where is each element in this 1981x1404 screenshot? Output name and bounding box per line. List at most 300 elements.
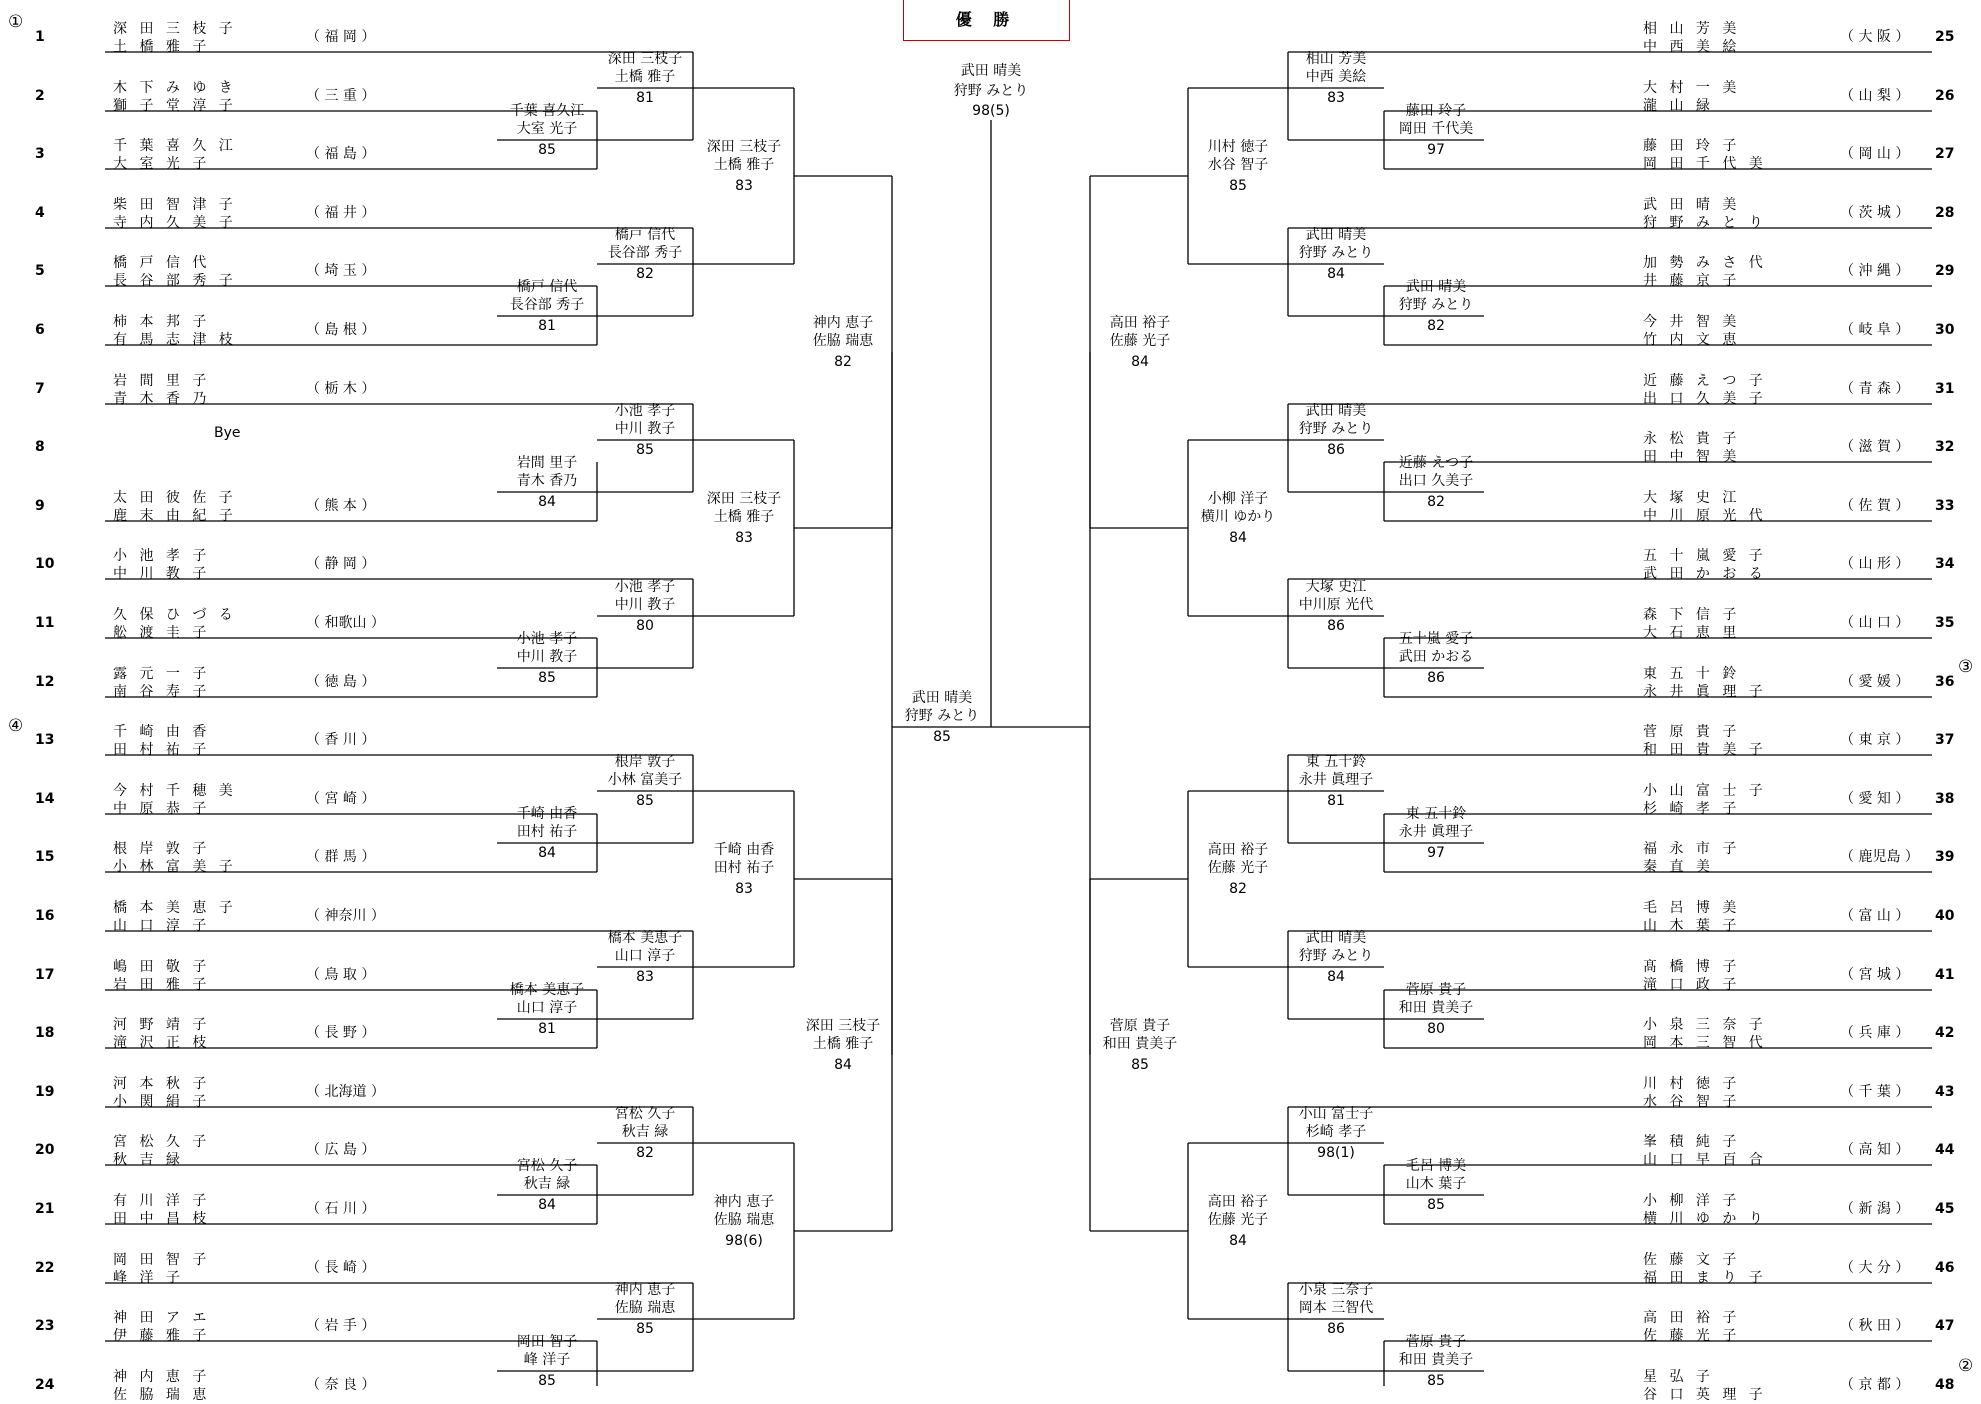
entry-number: 41 — [1935, 966, 1955, 983]
prefecture-label: （ 広 島 ） — [306, 1142, 376, 1159]
player-name: 根 岸 敦 子 — [113, 841, 211, 858]
player-name: 髙 橋 博 子 — [1643, 958, 1741, 975]
player-name: 青 木 香 乃 — [113, 390, 211, 407]
player-name: 寺 内 久 美 子 — [113, 214, 237, 231]
prefecture-label: （ 高 知 ） — [1840, 1142, 1910, 1159]
match-winner-name: 千崎 由香 — [516, 806, 578, 822]
prefecture-label: （ 山 口 ） — [1840, 615, 1910, 631]
match-winner-name: 和田 貴美子 — [1398, 1000, 1474, 1016]
entry-number: 44 — [1935, 1142, 1955, 1159]
match-winner-name: 土橋 雅子 — [713, 509, 775, 525]
match-winner-name: 中川 教子 — [516, 649, 578, 665]
match-score: 82 — [1229, 881, 1247, 897]
player-name: 岩 田 雅 子 — [113, 976, 211, 993]
match-winner-name: 岡田 智子 — [516, 1334, 578, 1350]
match-score: 85 — [1427, 1197, 1445, 1213]
entry-number: 38 — [1935, 790, 1955, 807]
match-winner-name: 水谷 智子 — [1207, 157, 1269, 173]
match-winner-name: 佐藤 光子 — [1207, 860, 1269, 876]
match-winner-name: 長谷部 秀子 — [509, 297, 585, 313]
entry-number: 39 — [1935, 849, 1955, 866]
entry-number: 33 — [1935, 497, 1955, 514]
player-name: 橋 戸 信 代 — [113, 255, 211, 272]
match-winner-name: 小山 富士子 — [1298, 1106, 1374, 1122]
entry-number: 40 — [1935, 908, 1955, 924]
player-name: 東 五 十 鈴 — [1643, 665, 1741, 682]
player-name: 小 山 富 士 子 — [1643, 782, 1767, 799]
player-name: 大 村 一 美 — [1643, 79, 1741, 96]
prefecture-label: （ 宮 城 ） — [1840, 966, 1910, 983]
player-name: 今 井 智 美 — [1643, 314, 1741, 330]
player-name: 土 橋 雅 子 — [113, 39, 211, 55]
player-name: 加 勢 み さ 代 — [1643, 255, 1767, 272]
match-score: 80 — [1427, 1021, 1445, 1037]
prefecture-label: （ 香 川 ） — [306, 732, 376, 749]
match-winner-name: 狩野 みとり — [1298, 245, 1374, 261]
entry-number: 22 — [35, 1259, 55, 1276]
prefecture-label: （ 長 崎 ） — [306, 1259, 376, 1276]
player-name: 千 葉 喜 久 江 — [113, 138, 237, 155]
match-winner-name: 東 五十鈴 — [1305, 754, 1367, 770]
match-winner-name: 小池 孝子 — [516, 631, 578, 647]
match-winner-name: 神内 恵子 — [713, 1194, 775, 1210]
player-name: 久 保 ひ づ る — [113, 607, 237, 623]
prefecture-label: （ 奈 良 ） — [306, 1376, 376, 1393]
match-winner-name: 中川 教子 — [614, 597, 676, 613]
match-score: 81 — [538, 318, 556, 334]
player-name: 小 林 富 美 子 — [113, 859, 237, 876]
entry-number: 23 — [35, 1318, 55, 1335]
player-name: 秋 吉 緑 — [113, 1152, 184, 1169]
champion-header — [903, 0, 1070, 41]
entry-number: 10 — [35, 556, 55, 573]
seed-mark-2: ② — [1958, 1356, 1974, 1376]
player-name: 星 弘 子 — [1643, 1368, 1714, 1385]
player-name: 岡 田 智 子 — [113, 1251, 211, 1268]
match-winner-name: 神内 恵子 — [614, 1282, 676, 1298]
match-winner-name: 深田 三枝子 — [706, 139, 782, 155]
entry-number: 15 — [35, 849, 55, 866]
entry-number: 45 — [1935, 1201, 1955, 1217]
player-name: 中 西 美 絵 — [1643, 39, 1741, 55]
player-name: 神 内 恵 子 — [113, 1368, 211, 1385]
match-score: 86 — [1427, 670, 1445, 686]
player-name: 横 川 ゆ か り — [1643, 1211, 1767, 1227]
match-winner-name: 神内 恵子 — [812, 315, 874, 331]
player-name: 森 下 信 子 — [1643, 607, 1741, 623]
match-score: 97 — [1427, 845, 1445, 861]
match-winner-name: 峰 洋子 — [523, 1352, 571, 1368]
prefecture-label: （ 秋 田 ） — [1840, 1318, 1910, 1335]
entry-number: 18 — [35, 1025, 55, 1042]
player-name: 神 田 ア エ — [113, 1310, 211, 1327]
match-score: 84 — [1229, 1233, 1247, 1249]
prefecture-label: （ 岩 手 ） — [306, 1318, 376, 1335]
match-winner-name: 藤田 玲子 — [1405, 103, 1467, 119]
match-score: 84 — [538, 494, 556, 510]
prefecture-label: （ 愛 知 ） — [1840, 790, 1910, 807]
match-winner-name: 深田 三枝子 — [805, 1018, 881, 1034]
player-name: 鹿 末 由 紀 子 — [113, 507, 237, 524]
match-winner-name: 五十嵐 愛子 — [1398, 631, 1474, 647]
entry-number: 34 — [1935, 556, 1955, 573]
match-winner-name: 宮松 久子 — [516, 1158, 578, 1174]
champion-name-2: 狩野 みとり — [953, 83, 1029, 99]
match-winner-name: 狩野 みとり — [904, 708, 980, 724]
match-winner-name: 千葉 喜久江 — [509, 103, 585, 119]
prefecture-label: （ 千 葉 ） — [1840, 1083, 1910, 1100]
match-winner-name: 山口 淳子 — [516, 1000, 578, 1016]
player-name: 柴 田 智 津 子 — [113, 196, 237, 213]
prefecture-label: （ 熊 本 ） — [306, 497, 376, 514]
seed-mark-1: ① — [8, 12, 24, 32]
player-name: 滝 沢 正 枝 — [113, 1035, 211, 1052]
prefecture-label: （ 沖 縄 ） — [1840, 263, 1910, 280]
entry-number: 31 — [1935, 380, 1955, 397]
player-name: 田 中 昌 枝 — [113, 1211, 211, 1227]
player-name: 中 川 教 子 — [113, 566, 211, 583]
prefecture-label: （ 静 岡 ） — [306, 556, 376, 573]
player-name: 山 口 淳 子 — [113, 918, 211, 934]
player-name: 小 関 絹 子 — [113, 1093, 211, 1110]
player-name: 山 口 早 百 合 — [1643, 1152, 1767, 1169]
match-winner-name: 杉崎 孝子 — [1305, 1124, 1367, 1140]
player-name: 岩 間 里 子 — [113, 372, 211, 389]
player-name: 舩 渡 圭 子 — [113, 625, 211, 641]
prefecture-label: （ 大 阪 ） — [1840, 29, 1910, 45]
entry-number: 42 — [1935, 1025, 1955, 1042]
match-winner-name: 狩野 みとり — [1398, 297, 1474, 313]
match-winner-name: 佐脇 瑞恵 — [812, 333, 874, 349]
match-score: 83 — [735, 881, 753, 897]
player-name: 大 塚 史 江 — [1643, 489, 1741, 506]
match-winner-name: 毛呂 博美 — [1405, 1158, 1467, 1174]
prefecture-label: （ 栃 木 ） — [306, 380, 376, 397]
prefecture-label: （ 石 川 ） — [306, 1201, 376, 1217]
prefecture-label: （ 福 岡 ） — [306, 29, 376, 45]
match-score: 85 — [636, 1321, 654, 1337]
prefecture-label: （ 北海道 ） — [306, 1083, 385, 1100]
prefecture-label: （ 福 井 ） — [306, 204, 376, 221]
match-winner-name: 土橋 雅子 — [713, 157, 775, 173]
entry-number: 13 — [35, 732, 55, 749]
match-winner-name: 武田 晴美 — [1305, 930, 1367, 946]
player-name: 深 田 三 枝 子 — [113, 21, 237, 37]
match-score: 98(1) — [1317, 1145, 1355, 1161]
player-name: 佐 藤 光 子 — [1643, 1328, 1741, 1345]
entry-number: 46 — [1935, 1259, 1955, 1276]
match-score: 98(6) — [725, 1233, 763, 1249]
match-winner-name: 武田 晴美 — [911, 690, 973, 706]
match-winner-name: 狩野 みとり — [1298, 948, 1374, 964]
player-name: 小 泉 三 奈 子 — [1643, 1017, 1767, 1034]
entry-number: 48 — [1935, 1376, 1955, 1393]
player-name: 福 田 ま り 子 — [1643, 1269, 1767, 1286]
match-winner-name: 小泉 三奈子 — [1298, 1282, 1374, 1298]
match-winner-name: 小柳 洋子 — [1207, 491, 1269, 507]
entry-number: 6 — [35, 322, 45, 338]
player-name: 井 藤 京 子 — [1643, 273, 1741, 290]
prefecture-label: （ 佐 賀 ） — [1840, 497, 1910, 514]
match-winner-name: 永井 眞理子 — [1398, 824, 1474, 840]
seed-mark-4: ④ — [8, 716, 24, 736]
match-score: 84 — [538, 1197, 556, 1213]
prefecture-label: （ 鹿児島 ） — [1840, 849, 1919, 866]
match-score: 81 — [1327, 793, 1345, 809]
player-name: 竹 内 文 恵 — [1643, 332, 1741, 348]
match-winner-name: 大室 光子 — [516, 121, 578, 137]
player-name: 永 松 貴 子 — [1643, 431, 1741, 448]
player-name: 中 原 恭 子 — [113, 800, 211, 817]
bye-label: Bye — [214, 425, 241, 441]
match-winner-name: 橋戸 信代 — [614, 227, 676, 243]
prefecture-label: （ 滋 賀 ） — [1840, 439, 1910, 456]
prefecture-label: （ 島 根 ） — [306, 322, 376, 338]
prefecture-label: （ 長 野 ） — [306, 1025, 376, 1042]
player-name: 相 山 芳 美 — [1643, 21, 1741, 37]
match-score: 86 — [1327, 1321, 1345, 1337]
match-score: 83 — [636, 969, 654, 985]
match-winner-name: 菅原 貴子 — [1109, 1018, 1171, 1034]
match-winner-name: 出口 久美子 — [1398, 473, 1474, 489]
entry-number: 30 — [1935, 322, 1955, 338]
match-winner-name: 小池 孝子 — [614, 403, 676, 419]
prefecture-label: （ 群 馬 ） — [306, 849, 376, 866]
entry-number: 19 — [35, 1083, 55, 1100]
champion-score: 98(5) — [972, 103, 1010, 119]
player-name: 宮 松 久 子 — [113, 1134, 211, 1151]
match-winner-name: 菅原 貴子 — [1405, 982, 1467, 998]
match-winner-name: 相山 芳美 — [1305, 51, 1367, 67]
player-name: 獅 子 堂 淳 子 — [113, 97, 237, 114]
prefecture-label: （ 兵 庫 ） — [1840, 1025, 1910, 1042]
player-name: 有 川 洋 子 — [113, 1193, 211, 1209]
entry-number: 28 — [1935, 204, 1955, 221]
prefecture-label: （ 福 島 ） — [306, 146, 376, 163]
player-name: 大 石 恵 里 — [1643, 625, 1741, 641]
player-name: 谷 口 英 理 子 — [1643, 1386, 1767, 1403]
player-name: 瀧 山 緑 — [1643, 97, 1714, 114]
entry-number: 4 — [35, 204, 45, 221]
match-winner-name: 深田 三枝子 — [607, 51, 683, 67]
prefecture-label: （ 東 京 ） — [1840, 732, 1910, 749]
match-score: 85 — [1131, 1057, 1149, 1073]
player-name: 岡 本 三 智 代 — [1643, 1035, 1767, 1052]
match-winner-name: 山木 葉子 — [1405, 1176, 1467, 1192]
match-winner-name: 佐脇 瑞恵 — [614, 1300, 676, 1316]
match-winner-name: 高田 裕子 — [1207, 842, 1269, 858]
match-score: 86 — [1327, 618, 1345, 634]
match-score: 84 — [538, 845, 556, 861]
entry-number: 17 — [35, 966, 55, 983]
prefecture-label: （ 愛 媛 ） — [1840, 673, 1910, 690]
entry-number: 11 — [35, 615, 55, 631]
entry-number: 27 — [1935, 146, 1955, 163]
match-winner-name: 東 五十鈴 — [1405, 806, 1467, 822]
player-name: 長 谷 部 秀 子 — [113, 273, 237, 290]
match-winner-name: 武田 かおる — [1398, 649, 1474, 665]
match-winner-name: 狩野 みとり — [1298, 421, 1374, 437]
entry-number: 20 — [35, 1142, 55, 1159]
match-winner-name: 佐藤 光子 — [1207, 1212, 1269, 1228]
prefecture-label: （ 和歌山 ） — [306, 615, 385, 631]
match-winner-name: 中川 教子 — [614, 421, 676, 437]
match-winner-name: 大塚 史江 — [1305, 579, 1367, 595]
match-winner-name: 永井 眞理子 — [1298, 772, 1374, 788]
match-winner-name: 武田 晴美 — [1305, 227, 1367, 243]
player-name: 柿 本 邦 子 — [113, 314, 211, 330]
player-name: 秦 直 美 — [1643, 859, 1714, 876]
entry-number: 37 — [1935, 732, 1955, 749]
match-score: 81 — [538, 1021, 556, 1037]
player-name: 河 野 靖 子 — [113, 1017, 211, 1034]
seed-mark-3: ③ — [1958, 657, 1974, 677]
prefecture-label: （ 京 都 ） — [1840, 1376, 1910, 1393]
player-name: 峰 洋 子 — [113, 1269, 184, 1286]
match-winner-name: 中川原 光代 — [1298, 597, 1374, 613]
match-winner-name: 近藤 えつ子 — [1398, 455, 1474, 471]
match-winner-name: 小林 富美子 — [607, 772, 683, 788]
player-name: 水 谷 智 子 — [1643, 1093, 1741, 1110]
player-name: 峯 積 純 子 — [1643, 1134, 1741, 1151]
prefecture-label: （ 岐 阜 ） — [1840, 322, 1910, 338]
match-score: 81 — [636, 90, 654, 106]
player-name: 露 元 一 子 — [113, 665, 211, 682]
match-score: 85 — [933, 729, 951, 745]
player-name: 杉 崎 孝 子 — [1643, 800, 1741, 817]
player-name: 橋 本 美 恵 子 — [113, 900, 237, 916]
match-winner-name: 橋本 美恵子 — [509, 982, 585, 998]
match-winner-name: 高田 裕子 — [1207, 1194, 1269, 1210]
player-name: 永 井 眞 理 子 — [1643, 683, 1767, 700]
match-score: 85 — [1427, 1373, 1445, 1389]
match-score: 82 — [1427, 318, 1445, 334]
entry-number: 47 — [1935, 1318, 1955, 1335]
entry-number: 1 — [35, 29, 45, 45]
match-winner-name: 佐脇 瑞恵 — [713, 1212, 775, 1228]
player-name: 滝 口 政 子 — [1643, 976, 1741, 993]
player-name: 高 田 裕 子 — [1643, 1310, 1741, 1327]
player-name: 武 田 か お る — [1643, 566, 1767, 583]
match-score: 84 — [1327, 266, 1345, 282]
match-score: 83 — [735, 530, 753, 546]
prefecture-label: （ 埼 玉 ） — [306, 263, 376, 280]
player-name: 木 下 み ゆ き — [113, 79, 237, 96]
player-name: 小 柳 洋 子 — [1643, 1193, 1741, 1209]
player-name: 五 十 嵐 愛 子 — [1643, 548, 1767, 565]
entry-number: 43 — [1935, 1083, 1955, 1100]
match-winner-name: 和田 貴美子 — [1398, 1352, 1474, 1368]
match-score: 83 — [735, 178, 753, 194]
player-name: 菅 原 貴 子 — [1643, 724, 1741, 741]
entry-number: 26 — [1935, 87, 1955, 104]
prefecture-label: （ 三 重 ） — [306, 87, 376, 104]
match-winner-name: 高田 裕子 — [1109, 315, 1171, 331]
player-name: 福 永 市 子 — [1643, 841, 1741, 858]
match-winner-name: 川村 徳子 — [1207, 139, 1269, 155]
player-name: 佐 脇 瑞 恵 — [113, 1386, 211, 1403]
prefecture-label: （ 山 形 ） — [1840, 556, 1910, 573]
champion-name-1: 武田 晴美 — [960, 63, 1022, 79]
player-name: 千 崎 由 香 — [113, 724, 211, 741]
entry-number: 14 — [35, 790, 55, 807]
match-score: 84 — [1131, 354, 1149, 370]
match-score: 82 — [636, 266, 654, 282]
entry-number: 36 — [1935, 673, 1955, 690]
champion-label: 優 勝 — [955, 10, 1018, 29]
match-winner-name: 小池 孝子 — [614, 579, 676, 595]
match-winner-name: 宮松 久子 — [614, 1106, 676, 1122]
player-name: 武 田 晴 美 — [1643, 196, 1741, 213]
match-score: 83 — [1327, 90, 1345, 106]
prefecture-label: （ 徳 島 ） — [306, 673, 376, 690]
match-winner-name: 岩間 里子 — [516, 455, 578, 471]
match-score: 85 — [538, 670, 556, 686]
match-winner-name: 秋吉 緑 — [621, 1124, 669, 1140]
match-winner-name: 秋吉 緑 — [523, 1176, 571, 1192]
player-name: 大 室 光 子 — [113, 156, 211, 173]
entry-number: 2 — [35, 87, 45, 104]
match-winner-name: 千崎 由香 — [713, 842, 775, 858]
match-winner-name: 菅原 貴子 — [1405, 1334, 1467, 1350]
prefecture-label: （ 富 山 ） — [1840, 908, 1910, 924]
player-name: 山 木 葉 子 — [1643, 918, 1741, 934]
match-score: 85 — [636, 793, 654, 809]
player-name: 田 中 智 美 — [1643, 449, 1741, 466]
match-winner-name: 根岸 敦子 — [614, 754, 676, 770]
match-winner-name: 岡本 三智代 — [1298, 1300, 1374, 1316]
entry-number: 24 — [35, 1376, 55, 1393]
match-winner-name: 田村 祐子 — [516, 824, 578, 840]
match-score: 82 — [834, 354, 852, 370]
match-winner-name: 山口 淳子 — [614, 948, 676, 964]
prefecture-label: （ 山 梨 ） — [1840, 87, 1910, 104]
player-name: 近 藤 え つ 子 — [1643, 372, 1767, 389]
match-score: 86 — [1327, 442, 1345, 458]
entry-number: 29 — [1935, 263, 1955, 280]
prefecture-label: （ 茨 城 ） — [1840, 204, 1910, 221]
entry-number: 16 — [35, 908, 55, 924]
player-name: 田 村 祐 子 — [113, 742, 211, 759]
match-winner-name: 佐藤 光子 — [1109, 333, 1171, 349]
player-name: 有 馬 志 津 枝 — [113, 332, 237, 348]
player-name: 嶋 田 敬 子 — [113, 958, 211, 975]
match-winner-name: 武田 晴美 — [1405, 279, 1467, 295]
match-score: 85 — [538, 1373, 556, 1389]
match-winner-name: 青木 香乃 — [516, 473, 578, 489]
player-name: 河 本 秋 子 — [113, 1075, 211, 1092]
entry-number: 32 — [1935, 439, 1955, 456]
match-score: 84 — [834, 1057, 852, 1073]
match-score: 82 — [636, 1145, 654, 1161]
match-score: 84 — [1327, 969, 1345, 985]
match-score: 85 — [636, 442, 654, 458]
prefecture-label: （ 大 分 ） — [1840, 1259, 1910, 1276]
prefecture-label: （ 新 潟 ） — [1840, 1201, 1910, 1217]
match-winner-name: 田村 祐子 — [713, 860, 775, 876]
entry-number: 25 — [1935, 29, 1955, 45]
player-name: 伊 藤 雅 子 — [113, 1328, 211, 1345]
player-name: 中 川 原 光 代 — [1643, 507, 1767, 524]
match-winner-name: 橋本 美恵子 — [607, 930, 683, 946]
player-name: 川 村 徳 子 — [1643, 1075, 1741, 1092]
player-name: 今 村 千 穂 美 — [113, 782, 237, 799]
player-name: 出 口 久 美 子 — [1643, 390, 1767, 407]
entry-number: 12 — [35, 673, 55, 690]
match-winner-name: 長谷部 秀子 — [607, 245, 683, 261]
match-winner-name: 土橋 雅子 — [812, 1036, 874, 1052]
match-score: 80 — [636, 618, 654, 634]
